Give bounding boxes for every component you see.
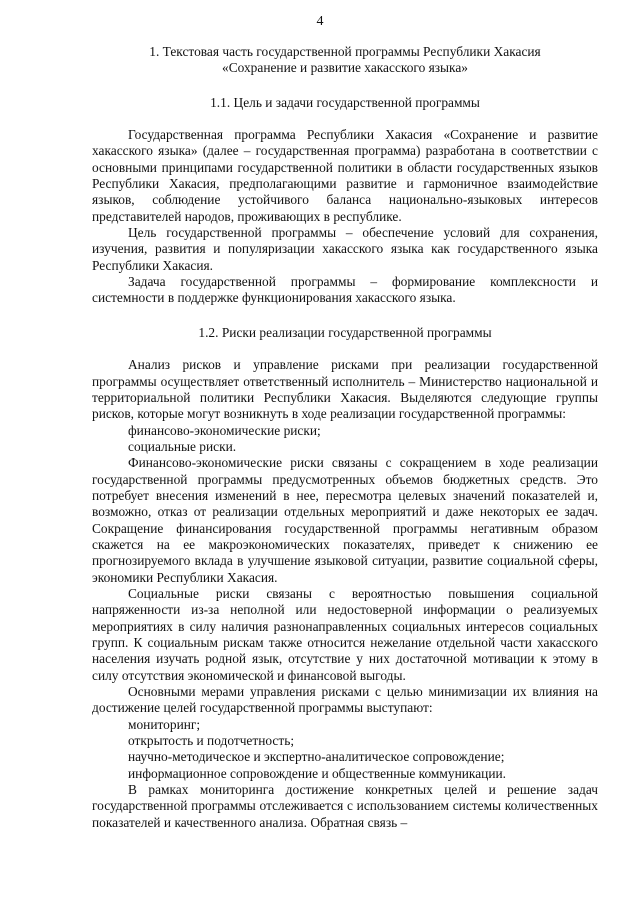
measure-item: информационное сопровождение и общественные коммуникации. (128, 765, 506, 781)
subsection-1-1-title: 1.1. Цель и задачи государственной программы (210, 94, 480, 110)
risk-group-item: финансово-экономические риски; (128, 422, 321, 438)
program-goal-paragraph: Цель государственной программы – обеспечение условий для сохранения, изучения, развития и популяризации хакасского языка как государственного языка Республики Хакасия. (92, 225, 598, 273)
monitoring-paragraph: В рамках мониторинга достижение конкретных целей и решение задач государственной программы отслеживается с использованием системы количественных показателей и качественного анализа. Обратная связь – (92, 782, 598, 830)
risk-group-item: социальные риски. (128, 438, 237, 454)
page-number: 4 (316, 14, 324, 29)
financial-risks-paragraph: Финансово-экономические риски связаны с сокращением в ходе реализации государственной программы предусмотренных объемов бюджетных средств. Это потребует внесения изменений в нее, пересмотра целевых значений показателей и, возможно, отказ от реализации отдельных мероприятий и даже некоторых ее задач. Сокращение финансирования государственной программы негативным образом скажется на ее макроэкономических показателях, приведет к снижению ее прогнозируемого вклада в улучшение языковой ситуации, развитие социальной сферы, экономики Республики Хакасия. (92, 455, 598, 585)
section-title-line-1: 1. Текстовая часть государственной программы Республики Хакасия (149, 44, 541, 59)
measure-item: мониторинг; (128, 716, 201, 732)
section-title (92, 44, 598, 77)
program-description-paragraph: Государственная программа Республики Хакасия «Сохранение и развитие хакасского языка» (далее – государственная программа) разработана в соответствии с основными принципами государственной политики в области государственных языков Республики Хакасия, предполагающими развитие и гармоничное взаимодействие языков, соблюдение устойчивого баланса национально-языковых интересов представителей народов, проживающих в республике. (92, 127, 598, 224)
risk-analysis-paragraph: Анализ рисков и управление рисками при реализации государственной программы осуществляет ответственный исполнитель – Министерство национальной и территориальной политики Республики Хакасия. Выделяются следующие группы рисков, которые могут возникнуть в ходе реализации государственной программы: (92, 357, 598, 422)
subsection-1-2-title: 1.2. Риски реализации государственной программы (198, 324, 492, 340)
document-body (92, 44, 598, 831)
measure-item: открытость и подотчетность; (128, 733, 295, 749)
risk-measures-intro: Основными мерами управления рисками с целью минимизации их влияния на достижение целей государственной программы выступают: (92, 684, 598, 716)
program-task-paragraph: Задача государственной программы – формирование комплексности и системности в поддержке функционирования хакасского языка. (92, 274, 598, 306)
measure-item: научно-методическое и экспертно-аналитическое сопровождение; (128, 749, 505, 765)
section-title-line-2: «Сохранение и развитие хакасского языка» (222, 60, 468, 76)
social-risks-paragraph: Социальные риски связаны с вероятностью повышения социальной напряженности из-за неполной или недостоверной информации о реализуемых мероприятиях в силу наличия разнонаправленных социальных интересов социальных групп. К социальным рискам также относится нежелание отдельной части хакасского населения изучать родной язык, отсутствие у них достаточной мотивации к этому в силу отсутствия экономической и финансовой выгоды. (92, 585, 598, 683)
